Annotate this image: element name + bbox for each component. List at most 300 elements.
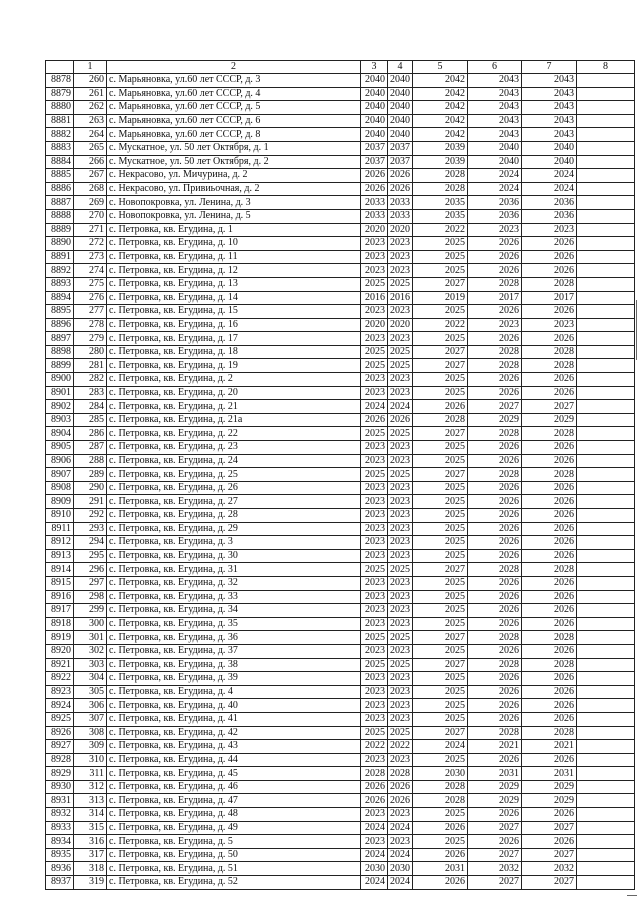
- table-cell: 2028: [468, 631, 522, 645]
- table-cell: 8899: [46, 359, 74, 373]
- table-row: [46, 196, 635, 210]
- table-cell: 2028: [468, 726, 522, 740]
- table-cell: 2043: [468, 74, 522, 88]
- table-row: [46, 373, 635, 387]
- table-cell: 2023: [361, 753, 388, 767]
- table-cell: 296: [74, 563, 107, 577]
- table-cell: с. Петровка, кв. Егудина, д. 35: [107, 617, 361, 631]
- table-cell: 2017: [468, 291, 522, 305]
- table-cell: 2023: [388, 549, 413, 563]
- header-cell: 1: [74, 61, 107, 74]
- table-cell: 8893: [46, 277, 74, 291]
- table-cell: 2027: [413, 563, 468, 577]
- table-cell: [577, 617, 635, 631]
- table-cell: [577, 604, 635, 618]
- table-cell: 8914: [46, 563, 74, 577]
- table-cell: 2040: [361, 114, 388, 128]
- table-cell: 2025: [361, 631, 388, 645]
- table-cell: с. Петровка, кв. Егудина, д. 48: [107, 808, 361, 822]
- table-cell: 297: [74, 576, 107, 590]
- table-cell: с. Петровка, кв. Егудина, д. 26: [107, 481, 361, 495]
- table-row: [46, 264, 635, 278]
- table-cell: с. Новопокровка, ул. Ленина, д. 5: [107, 209, 361, 223]
- table-cell: 2025: [388, 427, 413, 441]
- table-cell: 2016: [361, 291, 388, 305]
- table-cell: [577, 209, 635, 223]
- table-cell: 2028: [413, 413, 468, 427]
- table-cell: с. Петровка, кв. Егудина, д. 4: [107, 685, 361, 699]
- table-cell: с. Петровка, кв. Егудина, д. 49: [107, 821, 361, 835]
- table-cell: 2026: [468, 835, 522, 849]
- table-cell: 2023: [388, 699, 413, 713]
- scan-mark: [636, 300, 637, 360]
- table-cell: 2027: [413, 345, 468, 359]
- table-cell: 2026: [522, 672, 577, 686]
- table-cell: 2026: [413, 400, 468, 414]
- table-cell: 2025: [413, 386, 468, 400]
- table-row: [46, 780, 635, 794]
- table-cell: 2026: [522, 699, 577, 713]
- table-cell: с. Петровка, кв. Егудина, д. 21а: [107, 413, 361, 427]
- table-cell: 2020: [388, 223, 413, 237]
- table-cell: 2025: [388, 345, 413, 359]
- table-cell: 2036: [522, 209, 577, 223]
- table-cell: 2026: [413, 821, 468, 835]
- table-cell: 2030: [388, 862, 413, 876]
- table-cell: 2043: [468, 101, 522, 115]
- table-cell: 2026: [522, 753, 577, 767]
- header-cell: 7: [522, 61, 577, 74]
- table-cell: с. Петровка, кв. Егудина, д. 37: [107, 644, 361, 658]
- table-cell: 2026: [468, 495, 522, 509]
- table-cell: с. Петровка, кв. Егудина, д. 31: [107, 563, 361, 577]
- table-cell: 2027: [468, 848, 522, 862]
- table-cell: с. Петровка, кв. Егудина, д. 5: [107, 835, 361, 849]
- table-cell: с. Петровка, кв. Егудина, д. 15: [107, 305, 361, 319]
- table-cell: 2026: [468, 576, 522, 590]
- table-cell: 2025: [413, 481, 468, 495]
- table-cell: 8931: [46, 794, 74, 808]
- table-cell: 2026: [468, 536, 522, 550]
- table-cell: 2026: [361, 413, 388, 427]
- table-cell: 8910: [46, 509, 74, 523]
- table-cell: 2024: [388, 848, 413, 862]
- table-cell: 2023: [388, 712, 413, 726]
- table-cell: 2026: [522, 685, 577, 699]
- table-cell: [577, 305, 635, 319]
- table-cell: 291: [74, 495, 107, 509]
- table-cell: 2025: [361, 658, 388, 672]
- table-row: [46, 617, 635, 631]
- table-cell: 8920: [46, 644, 74, 658]
- table-cell: 2028: [468, 658, 522, 672]
- table-cell: 2023: [361, 441, 388, 455]
- table-cell: [577, 359, 635, 373]
- table-cell: 292: [74, 509, 107, 523]
- table-cell: 2023: [361, 808, 388, 822]
- table-cell: 2024: [361, 821, 388, 835]
- table-cell: [577, 468, 635, 482]
- table-row: [46, 712, 635, 726]
- table-cell: 2024: [388, 821, 413, 835]
- table-row: [46, 468, 635, 482]
- table-cell: 8935: [46, 848, 74, 862]
- table-cell: 2024: [468, 169, 522, 183]
- table-cell: 2026: [522, 250, 577, 264]
- table-cell: 2026: [468, 753, 522, 767]
- table-cell: 8906: [46, 454, 74, 468]
- table-cell: 2029: [468, 794, 522, 808]
- table-cell: 2026: [522, 495, 577, 509]
- table-cell: 2022: [361, 740, 388, 754]
- table-cell: 2026: [522, 576, 577, 590]
- table-cell: 293: [74, 522, 107, 536]
- table-cell: с. Петровка, кв. Егудина, д. 32: [107, 576, 361, 590]
- table-row: [46, 876, 635, 890]
- table-cell: 2026: [468, 808, 522, 822]
- table-cell: [577, 87, 635, 101]
- table-cell: 2024: [361, 876, 388, 890]
- table-cell: 2025: [388, 658, 413, 672]
- table-row: [46, 848, 635, 862]
- table-cell: 2025: [388, 277, 413, 291]
- table-cell: 306: [74, 699, 107, 713]
- table-cell: 8934: [46, 835, 74, 849]
- table-cell: 2026: [522, 604, 577, 618]
- table-cell: 318: [74, 862, 107, 876]
- table-cell: 2027: [468, 400, 522, 414]
- table-cell: 301: [74, 631, 107, 645]
- table-cell: 2028: [413, 780, 468, 794]
- header-cell: 2: [107, 61, 361, 74]
- table-cell: 2026: [468, 386, 522, 400]
- table-cell: 2023: [388, 644, 413, 658]
- table-row: [46, 305, 635, 319]
- table-cell: 8927: [46, 740, 74, 754]
- scan-mark: [627, 895, 637, 896]
- table-cell: 300: [74, 617, 107, 631]
- table-cell: 2019: [413, 291, 468, 305]
- table-cell: 2027: [468, 821, 522, 835]
- table-cell: 2028: [522, 563, 577, 577]
- table-cell: 2023: [388, 305, 413, 319]
- table-cell: 2037: [388, 141, 413, 155]
- table-cell: 2023: [361, 373, 388, 387]
- table-cell: 2028: [522, 658, 577, 672]
- table-cell: [577, 767, 635, 781]
- table-cell: 267: [74, 169, 107, 183]
- table-cell: 2035: [413, 196, 468, 210]
- table-cell: 2028: [522, 427, 577, 441]
- table-cell: 2023: [361, 237, 388, 251]
- table-cell: с. Петровка, кв. Егудина, д. 30: [107, 549, 361, 563]
- table-cell: 2023: [388, 590, 413, 604]
- table-cell: 2025: [361, 277, 388, 291]
- table-cell: 2026: [468, 549, 522, 563]
- table-cell: 8921: [46, 658, 74, 672]
- table-cell: 272: [74, 237, 107, 251]
- table-cell: [577, 522, 635, 536]
- table-cell: 2026: [522, 549, 577, 563]
- table-cell: с. Петровка, кв. Егудина, д. 50: [107, 848, 361, 862]
- table-cell: 2022: [413, 318, 468, 332]
- table-cell: 2025: [413, 549, 468, 563]
- table-row: [46, 169, 635, 183]
- table-cell: 8903: [46, 413, 74, 427]
- table-cell: 8880: [46, 101, 74, 115]
- table-cell: 299: [74, 604, 107, 618]
- table-cell: 8928: [46, 753, 74, 767]
- table-cell: 2024: [522, 182, 577, 196]
- table-cell: [577, 237, 635, 251]
- table-cell: 2023: [388, 495, 413, 509]
- table-cell: 8907: [46, 468, 74, 482]
- table-cell: 2027: [522, 876, 577, 890]
- table-cell: 2025: [413, 495, 468, 509]
- table-cell: 2027: [413, 427, 468, 441]
- table-cell: 2039: [413, 141, 468, 155]
- table-cell: 2043: [468, 114, 522, 128]
- table-cell: 2025: [388, 359, 413, 373]
- table-cell: 2024: [522, 169, 577, 183]
- table-cell: 8930: [46, 780, 74, 794]
- table-cell: с. Петровка, кв. Егудина, д. 2: [107, 373, 361, 387]
- table-cell: 2026: [522, 808, 577, 822]
- table-cell: 2025: [413, 509, 468, 523]
- table-cell: [577, 726, 635, 740]
- table-cell: 2026: [522, 441, 577, 455]
- table-cell: 2026: [522, 305, 577, 319]
- table-cell: 2026: [522, 481, 577, 495]
- table-cell: [577, 672, 635, 686]
- table-cell: 2023: [388, 454, 413, 468]
- table-cell: [577, 780, 635, 794]
- table-cell: [577, 699, 635, 713]
- table-row: [46, 536, 635, 550]
- table-cell: 8932: [46, 808, 74, 822]
- table-cell: 2029: [468, 413, 522, 427]
- table-cell: 2026: [522, 332, 577, 346]
- table-cell: 2026: [388, 182, 413, 196]
- table-cell: 2025: [413, 685, 468, 699]
- table-cell: 2023: [388, 617, 413, 631]
- table-row: [46, 685, 635, 699]
- table-cell: [577, 264, 635, 278]
- table-cell: 2025: [413, 699, 468, 713]
- table-cell: с. Петровка, кв. Егудина, д. 20: [107, 386, 361, 400]
- table-cell: 8900: [46, 373, 74, 387]
- table-cell: с. Новопокровка, ул. Ленина, д. 3: [107, 196, 361, 210]
- table-cell: 8884: [46, 155, 74, 169]
- table-cell: [577, 141, 635, 155]
- table-cell: 315: [74, 821, 107, 835]
- table-cell: 2025: [413, 617, 468, 631]
- table-row: [46, 495, 635, 509]
- table-cell: [577, 808, 635, 822]
- table-cell: 8902: [46, 400, 74, 414]
- table-row: [46, 74, 635, 88]
- table-row: [46, 658, 635, 672]
- table-cell: [577, 413, 635, 427]
- table-cell: 2025: [413, 835, 468, 849]
- table-cell: 2023: [388, 604, 413, 618]
- table-cell: 2026: [468, 590, 522, 604]
- table-cell: 2024: [388, 400, 413, 414]
- table-cell: 2026: [522, 237, 577, 251]
- table-cell: с. Петровка, кв. Егудина, д. 13: [107, 277, 361, 291]
- table-cell: 2023: [361, 617, 388, 631]
- table-cell: [577, 182, 635, 196]
- table-cell: 2043: [468, 87, 522, 101]
- table-cell: 2023: [468, 318, 522, 332]
- table-cell: с. Петровка, кв. Егудина, д. 51: [107, 862, 361, 876]
- table-cell: 2036: [468, 196, 522, 210]
- table-cell: 2023: [361, 264, 388, 278]
- table-cell: [577, 114, 635, 128]
- table-cell: 2023: [388, 753, 413, 767]
- table-cell: 2026: [468, 509, 522, 523]
- table-row: [46, 87, 635, 101]
- table-cell: с. Марьяновка, ул.60 лет СССР, д. 5: [107, 101, 361, 115]
- table-cell: с. Петровка, кв. Егудина, д. 25: [107, 468, 361, 482]
- table-row: [46, 209, 635, 223]
- table-cell: 2023: [361, 536, 388, 550]
- table-cell: 2023: [361, 712, 388, 726]
- table-cell: 283: [74, 386, 107, 400]
- table-cell: 2028: [522, 359, 577, 373]
- table-cell: с. Петровка, кв. Егудина, д. 17: [107, 332, 361, 346]
- table-cell: [577, 169, 635, 183]
- table-cell: 2029: [522, 794, 577, 808]
- table-cell: с. Мускатное, ул. 50 лет Октября, д. 2: [107, 155, 361, 169]
- table-cell: 308: [74, 726, 107, 740]
- table-row: [46, 808, 635, 822]
- table-cell: [577, 658, 635, 672]
- table-cell: 2024: [413, 740, 468, 754]
- table-cell: 8888: [46, 209, 74, 223]
- table-cell: 2021: [522, 740, 577, 754]
- table-cell: 2025: [413, 644, 468, 658]
- table-cell: 2020: [361, 223, 388, 237]
- table-cell: 2023: [361, 250, 388, 264]
- table-cell: с. Петровка, кв. Егудина, д. 52: [107, 876, 361, 890]
- table-cell: [577, 753, 635, 767]
- table-cell: с. Марьяновка, ул.60 лет СССР, д. 6: [107, 114, 361, 128]
- table-cell: 2023: [522, 318, 577, 332]
- table-cell: 313: [74, 794, 107, 808]
- table-cell: 2022: [388, 740, 413, 754]
- table-cell: с. Марьяновка, ул.60 лет СССР, д. 3: [107, 74, 361, 88]
- table-cell: 2020: [361, 318, 388, 332]
- table-cell: 2026: [468, 305, 522, 319]
- table-cell: 2025: [361, 563, 388, 577]
- table-cell: 8916: [46, 590, 74, 604]
- table-cell: 8919: [46, 631, 74, 645]
- table-cell: [577, 590, 635, 604]
- table-cell: с. Петровка, кв. Егудина, д. 46: [107, 780, 361, 794]
- table-cell: 2023: [361, 604, 388, 618]
- table-cell: 2023: [361, 495, 388, 509]
- table-cell: 2033: [388, 196, 413, 210]
- table-cell: [577, 101, 635, 115]
- table-cell: 2026: [522, 536, 577, 550]
- table-cell: 8936: [46, 862, 74, 876]
- table-row: [46, 427, 635, 441]
- table-cell: 2025: [413, 305, 468, 319]
- table-cell: 2025: [413, 373, 468, 387]
- table-row: [46, 291, 635, 305]
- table-cell: 309: [74, 740, 107, 754]
- table-cell: 2042: [413, 87, 468, 101]
- table-cell: с. Петровка, кв. Егудина, д. 39: [107, 672, 361, 686]
- table-cell: 2023: [388, 386, 413, 400]
- table-cell: 2028: [468, 468, 522, 482]
- table-cell: 2040: [388, 101, 413, 115]
- table-cell: 2025: [361, 726, 388, 740]
- table-cell: 314: [74, 808, 107, 822]
- table-cell: с. Петровка, кв. Егудина, д. 14: [107, 291, 361, 305]
- table-cell: 8922: [46, 672, 74, 686]
- table-cell: 265: [74, 141, 107, 155]
- table-cell: 263: [74, 114, 107, 128]
- table-cell: [577, 631, 635, 645]
- table-cell: 2026: [468, 264, 522, 278]
- table-cell: 2036: [522, 196, 577, 210]
- table-cell: [577, 481, 635, 495]
- table-cell: с. Марьяновка, ул.60 лет СССР, д. 4: [107, 87, 361, 101]
- table-cell: 2028: [522, 277, 577, 291]
- table-cell: 2028: [522, 468, 577, 482]
- table-cell: 8881: [46, 114, 74, 128]
- table-row: [46, 563, 635, 577]
- table-cell: с. Петровка, кв. Егудина, д. 47: [107, 794, 361, 808]
- table-cell: 2025: [413, 454, 468, 468]
- table-row: [46, 509, 635, 523]
- table-cell: 2025: [413, 753, 468, 767]
- table-cell: [577, 848, 635, 862]
- table-cell: 2023: [361, 549, 388, 563]
- table-cell: 285: [74, 413, 107, 427]
- table-cell: 2023: [361, 509, 388, 523]
- table-cell: 2023: [388, 536, 413, 550]
- table-cell: 2033: [361, 196, 388, 210]
- table-cell: [577, 740, 635, 754]
- table-cell: 2026: [388, 169, 413, 183]
- table-cell: [577, 563, 635, 577]
- table-cell: [577, 277, 635, 291]
- table-cell: 2040: [361, 101, 388, 115]
- table-row: [46, 862, 635, 876]
- table-cell: 2028: [468, 345, 522, 359]
- table-cell: 268: [74, 182, 107, 196]
- table-cell: 2043: [522, 74, 577, 88]
- table-cell: 2023: [361, 454, 388, 468]
- table-cell: 8937: [46, 876, 74, 890]
- table-cell: 2026: [388, 794, 413, 808]
- table-cell: 278: [74, 318, 107, 332]
- table-cell: 2025: [361, 468, 388, 482]
- table-cell: с. Петровка, кв. Егудина, д. 11: [107, 250, 361, 264]
- table-row: [46, 576, 635, 590]
- table-cell: 8913: [46, 549, 74, 563]
- table-cell: 2023: [361, 672, 388, 686]
- table-cell: 2025: [413, 522, 468, 536]
- table-cell: 8904: [46, 427, 74, 441]
- table-cell: 2026: [388, 413, 413, 427]
- table-cell: 2026: [413, 848, 468, 862]
- table-row: [46, 726, 635, 740]
- table-cell: 2026: [522, 712, 577, 726]
